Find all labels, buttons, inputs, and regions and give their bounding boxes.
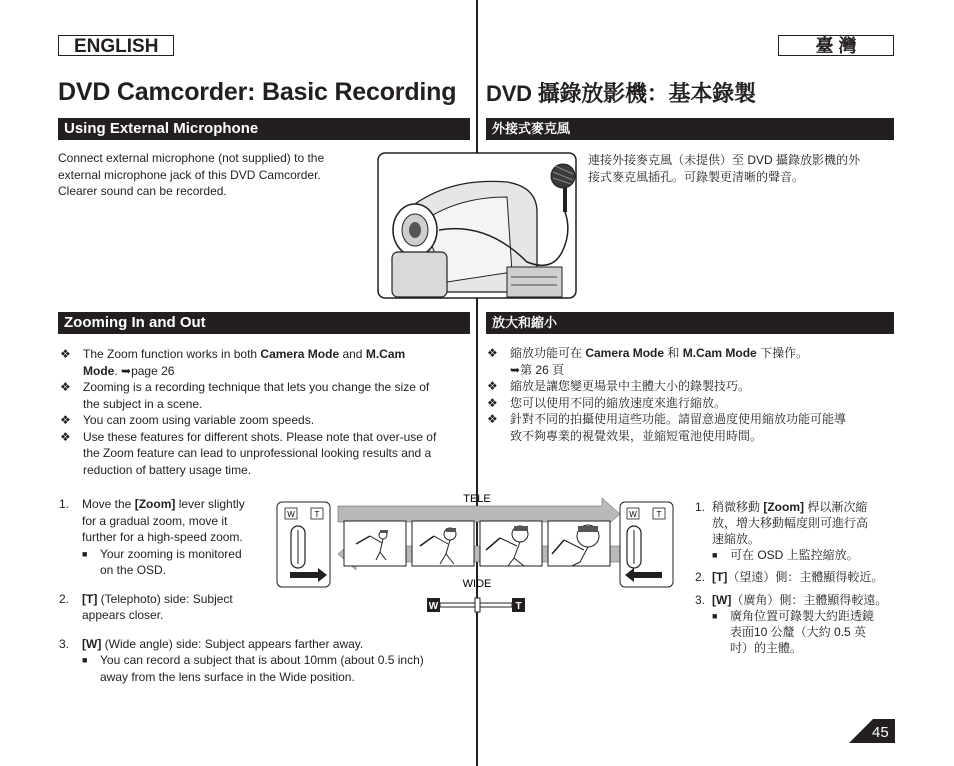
list-item: ❖ 針對不同的拍攝使用這些功能。請留意過度使用縮放功能可能導 致不夠專業的視覺效果，並縮短電池使用時間。	[487, 412, 847, 443]
list-item: ■ 可在 OSD 上監控縮放。	[712, 548, 859, 562]
svg-text:W: W	[428, 601, 439, 612]
zoom-position-slider	[427, 598, 525, 612]
english-language-tab: ENGLISH	[58, 35, 174, 56]
svg-text:T: T	[656, 510, 662, 519]
list-item: ❖ 縮放功能可在 Camera Mode 和 M.Cam Mode 下操作。 ➥第 26 頁	[487, 346, 809, 377]
list-item: ❖ You can zoom using variable zoom speeds.	[60, 413, 315, 427]
list-item: ❖ Zooming is a recording technique that lets you change the size of the subject in a scene.	[60, 380, 430, 411]
zoom-diagram	[270, 488, 680, 618]
section-heading-zoom-zh: 放大和縮小	[486, 312, 894, 334]
svg-text:W: W	[287, 510, 295, 519]
list-item: ❖ Use these features for different shots. Please note that over-use of the Zoom feature can lead to unprofessional looking results and a reduction of battery usage time.	[60, 429, 437, 477]
page-title-en: DVD Camcorder: Basic Recording	[58, 78, 457, 106]
list-item: ❖ The Zoom function works in both Camera Mode and M.Cam Mode. ➥page 26	[60, 347, 406, 378]
tele-label: TELE	[463, 493, 491, 505]
section-heading-zoom-en: Zooming In and Out	[58, 312, 470, 334]
svg-text:T: T	[515, 601, 522, 612]
list-item: ■ 廣角位置可錄製大約距透鏡 表面10 公釐（大約 0.5 英 吋）的主體。	[712, 609, 875, 655]
svg-text:W: W	[629, 510, 637, 519]
list-item: ■ Your zooming is monitored on the OSD.	[82, 546, 242, 577]
section-heading-external-mic-zh: 外接式麥克風	[486, 118, 894, 140]
step-2: 2. [T] (Telephoto) side: Subject appears closer.	[59, 591, 233, 622]
page-number-badge	[849, 719, 895, 743]
svg-text:T: T	[314, 510, 320, 519]
camcorder-microphone-illustration	[377, 152, 577, 299]
mic-description-zh: 連接外接麥克風（未提供）至 DVD 攝錄放影機的外 接式麥克風插孔。可錄製更清晰的聲音。	[588, 153, 861, 184]
page-number: 45	[872, 724, 889, 741]
zoom-bullets-zh	[487, 345, 897, 444]
wide-label: WIDE	[462, 578, 492, 590]
section-heading-external-mic-en: Using External Microphone	[58, 118, 470, 140]
zoom-steps-zh	[695, 499, 895, 656]
chinese-language-tab: 臺 灣	[778, 35, 894, 56]
step-2: 2. [T]（望遠）側：主體顯得較近。	[695, 570, 884, 584]
zoom-lever-tele-illustration	[620, 502, 673, 587]
step-1: 1. Move the [Zoom] lever slightly for a gradual zoom, move it further for a high-speed zoom. ■ Your zooming is monitored on the OSD.	[59, 496, 469, 579]
list-item: ❖ 縮放是讓您變更場景中主體大小的錄製技巧。	[487, 379, 751, 393]
step-1: 1. 稍微移動 [Zoom] 桿以漸次縮 放，增大移動幅度則可進行高 速縮放。 ■ 可在 OSD 上監控縮放。	[695, 499, 895, 563]
step-3: 3. [W] (Wide angle) side: Subject appears farther away. ■ You can record a subject that is about 10mm (about 0.5 inch) away from the lens surface in the Wide position.	[59, 636, 469, 686]
zoom-bullets-en	[60, 346, 470, 478]
mic-description-en: Connect external microphone (not supplied) to the external microphone jack of this DVD Camcorder. Clearer sound can be recorded.	[58, 151, 325, 198]
list-item: ■ You can record a subject that is about 10mm (about 0.5 inch) away from the lens surface in the Wide position.	[82, 653, 424, 684]
zoom-lever-wide-illustration	[277, 502, 330, 587]
list-item: ❖ 您可以使用不同的縮放速度來進行縮放。	[487, 395, 727, 410]
step-3: 3. [W]（廣角）側：主體顯得較遠。 ■ 廣角位置可錄製大約距透鏡 表面10 公釐（大約 0.5 英 吋）的主體。	[695, 592, 895, 656]
page-title-zh: DVD 攝錄放影機：基本錄製	[486, 81, 756, 106]
column-divider	[476, 0, 478, 766]
